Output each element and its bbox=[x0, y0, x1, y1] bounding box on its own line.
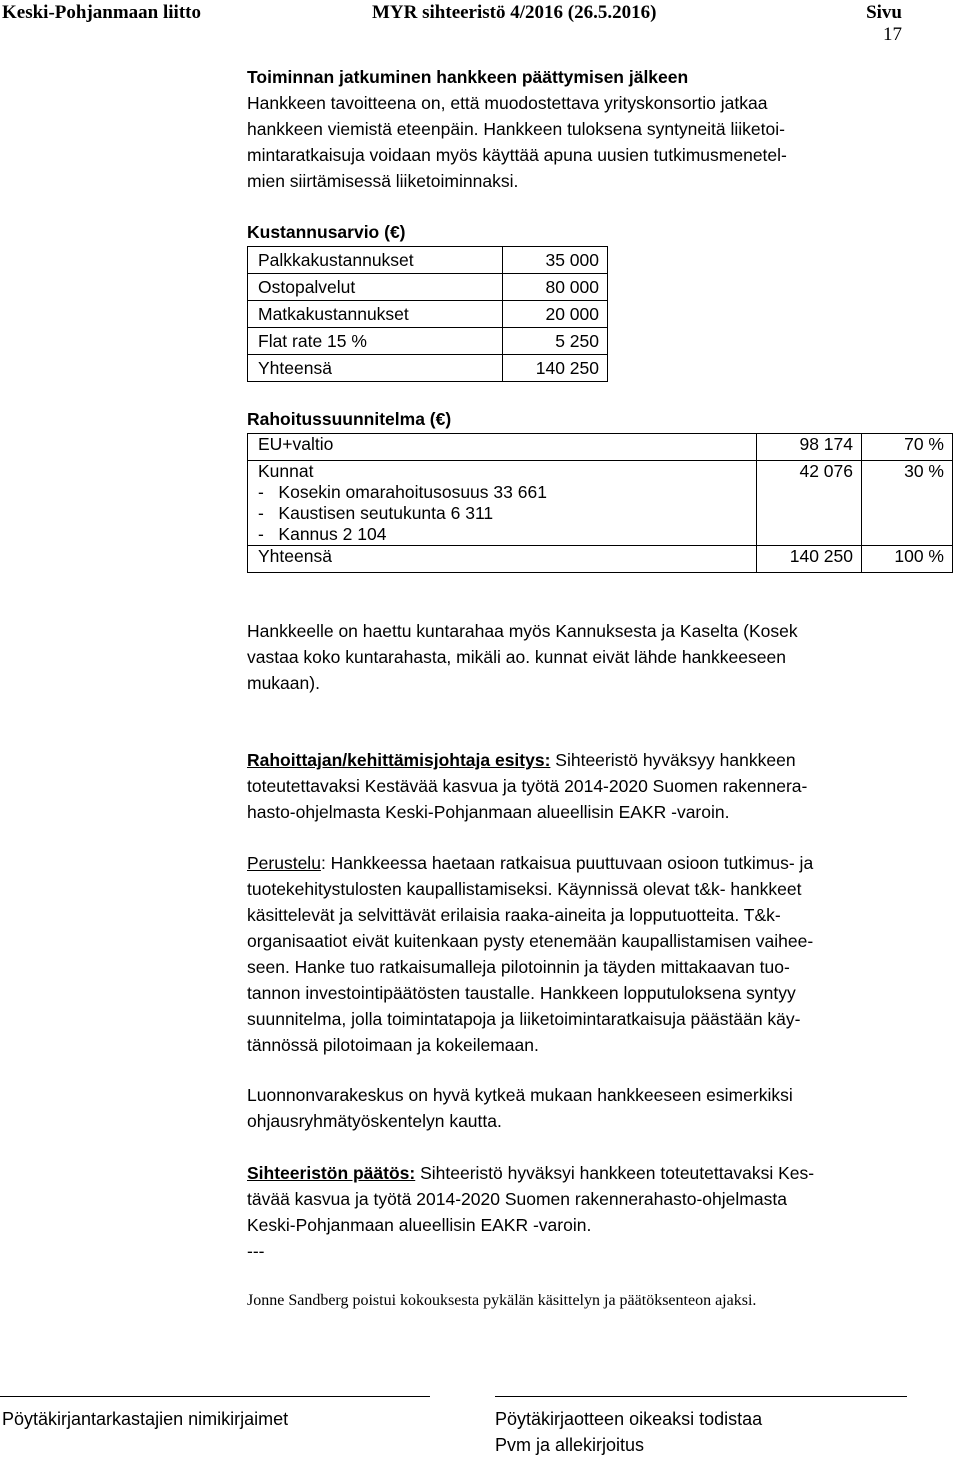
paragraph-line: seen. Hanke tuo ratkaisumalleja pilotoinnin ja täyden mittakaavan tuo- bbox=[247, 957, 790, 977]
continuation-section bbox=[247, 64, 897, 194]
paragraph-line: tuotekehitystulosten kaupallistamiseksi. Käynnissä olevat t&k- hankkeet bbox=[247, 879, 802, 899]
table-row bbox=[248, 247, 608, 274]
footer-divider-right bbox=[495, 1396, 907, 1397]
paragraph-line: vastaa koko kuntarahasta, mikäli ao. kunnat eivät lähde hankkeeseen bbox=[247, 647, 786, 667]
justification-label: Perustelu bbox=[247, 853, 321, 873]
table-row bbox=[248, 328, 608, 355]
header-organization: Keski-Pohjanmaan liitto bbox=[2, 2, 201, 23]
paragraph-line: Hankkeen tavoitteena on, että muodostettava yrityskonsortio jatkaa bbox=[247, 93, 768, 113]
footer-signature: Pvm ja allekirjoitus bbox=[495, 1435, 645, 1455]
paragraph-line: käsittelevät ja selvittävät erilaisia raaka-aineita ja lopputuotteita. T&k- bbox=[247, 905, 781, 925]
paragraph-line: mien siirtämisessä liiketoiminnaksi. bbox=[247, 171, 519, 191]
recusal-note: Jonne Sandberg poistui kokouksesta pykälän käsittelyn ja päätöksenteon ajaksi. bbox=[247, 1292, 757, 1309]
luonnonvara-section bbox=[247, 1082, 897, 1134]
proposal-section bbox=[247, 747, 897, 825]
paragraph-line: toteutettavaksi Kestävää kasvua ja työtä 2014-2020 Suomen rakennera- bbox=[247, 776, 808, 796]
proposal-label: Rahoittajan/kehittämisjohtaja esitys: bbox=[247, 750, 551, 770]
paragraph-line bbox=[247, 1160, 897, 1186]
paragraph-line: --- bbox=[247, 1241, 265, 1261]
table-cell-value: 20 000 bbox=[503, 301, 608, 328]
paragraph-line: suunnitelma, jolla toimintatapoja ja liiketoimintaratkaisuja päästään käy- bbox=[247, 1009, 801, 1029]
table-cell-label: Flat rate 15 % bbox=[248, 328, 503, 355]
municipality-share: - Kosekin omarahoitusosuus 33 661 bbox=[258, 482, 547, 502]
header-page-label: Sivu bbox=[866, 2, 902, 23]
paragraph-line: tävää kasvua ja työtä 2014-2020 Suomen rakennerahasto-ohjelmasta bbox=[247, 1189, 787, 1209]
table-cell-label bbox=[248, 461, 757, 546]
table-cell-label: Ostopalvelut bbox=[248, 274, 503, 301]
table-cell-value: 5 250 bbox=[503, 328, 608, 355]
table-cell-label: EU+valtio bbox=[248, 434, 757, 461]
paragraph-line: Hankkeelle on haettu kuntarahaa myös Kannuksesta ja Kaselta (Kosek bbox=[247, 621, 798, 641]
paragraph-line: ohjausryhmätyöskentelyn kautta. bbox=[247, 1111, 502, 1131]
cost-estimate-title: Kustannusarvio (€) bbox=[247, 222, 406, 242]
header-meeting: MYR sihteeristö 4/2016 (26.5.2016) bbox=[372, 2, 657, 23]
cost-estimate-table bbox=[247, 246, 608, 382]
paragraph-line: Keski-Pohjanmaan alueellisin EAKR -varoin. bbox=[247, 1215, 592, 1235]
table-cell-percent: 100 % bbox=[862, 546, 953, 573]
justification-section bbox=[247, 850, 897, 1058]
table-cell-percent: 30 % bbox=[862, 461, 953, 546]
table-cell-value: 140 250 bbox=[757, 546, 862, 573]
decision-label: Sihteeristön päätös: bbox=[247, 1163, 416, 1183]
table-cell-label: Yhteensä bbox=[248, 546, 757, 573]
paragraph-line: tannon investointipäätösten taustalle. Hankkeen lopputuloksena syntyy bbox=[247, 983, 796, 1003]
proposal-text: Sihteeristö hyväksyy hankkeen bbox=[550, 750, 796, 770]
table-row bbox=[248, 274, 608, 301]
table-cell-value: 140 250 bbox=[503, 355, 608, 382]
table-cell-percent: 70 % bbox=[862, 434, 953, 461]
footer-left: Pöytäkirjantarkastajien nimikirjaimet bbox=[2, 1409, 289, 1429]
table-cell-label: Palkkakustannukset bbox=[248, 247, 503, 274]
table-cell-label: Yhteensä bbox=[248, 355, 503, 382]
footer-divider-left bbox=[0, 1396, 430, 1397]
paragraph-line: Luonnonvarakeskus on hyvä kytkeä mukaan hankkeeseen esimerkiksi bbox=[247, 1085, 793, 1105]
municipality-share: - Kaustisen seutukunta 6 311 bbox=[258, 503, 494, 523]
justification-text: : Hankkeessa haetaan ratkaisua puuttuvaan osioon tutkimus- ja bbox=[320, 853, 814, 873]
table-row bbox=[248, 434, 953, 461]
municipality-share: - Kannus 2 104 bbox=[258, 524, 387, 544]
paragraph-line: hankkeen viemistä eteenpäin. Hankkeen tuloksena syntyneitä liiketoi- bbox=[247, 119, 785, 139]
decision-text: Sihteeristö hyväksyi hankkeen toteutettavaksi Kes- bbox=[415, 1163, 815, 1183]
table-row bbox=[248, 546, 953, 573]
page-header bbox=[0, 0, 960, 46]
paragraph-line: mintaratkaisuja voidaan myös käyttää apuna uusien tutkimusmenetel- bbox=[247, 145, 787, 165]
decision-section bbox=[247, 1160, 897, 1264]
table-row bbox=[248, 355, 608, 382]
table-cell-value: 35 000 bbox=[503, 247, 608, 274]
funding-note bbox=[247, 618, 897, 696]
funding-plan-table bbox=[247, 433, 953, 573]
table-cell-value: 42 076 bbox=[757, 461, 862, 546]
paragraph-line: tännössä pilotoimaan ja kokeilemaan. bbox=[247, 1035, 539, 1055]
section-heading: Toiminnan jatkuminen hankkeen päättymisen jälkeen bbox=[247, 67, 689, 87]
table-cell-value: 80 000 bbox=[503, 274, 608, 301]
paragraph-line: hasto-ohjelmasta Keski-Pohjanmaan alueellisin EAKR -varoin. bbox=[247, 802, 730, 822]
paragraph-line bbox=[247, 747, 897, 773]
municipality-label: Kunnat bbox=[258, 461, 314, 481]
table-cell-label: Matkakustannukset bbox=[248, 301, 503, 328]
table-cell-value: 98 174 bbox=[757, 434, 862, 461]
paragraph-line bbox=[247, 850, 897, 876]
paragraph-line: organisaatiot eivät kuitenkaan pysty etenemään kaupallistamisen vaihee- bbox=[247, 931, 814, 951]
funding-plan-title: Rahoitussuunnitelma (€) bbox=[247, 409, 452, 429]
paragraph-line: mukaan). bbox=[247, 673, 320, 693]
table-row bbox=[248, 301, 608, 328]
table-row bbox=[248, 461, 953, 546]
header-page-number: 17 bbox=[883, 24, 902, 45]
footer-right bbox=[495, 1406, 762, 1458]
footer-certify: Pöytäkirjaotteen oikeaksi todistaa bbox=[495, 1409, 763, 1429]
